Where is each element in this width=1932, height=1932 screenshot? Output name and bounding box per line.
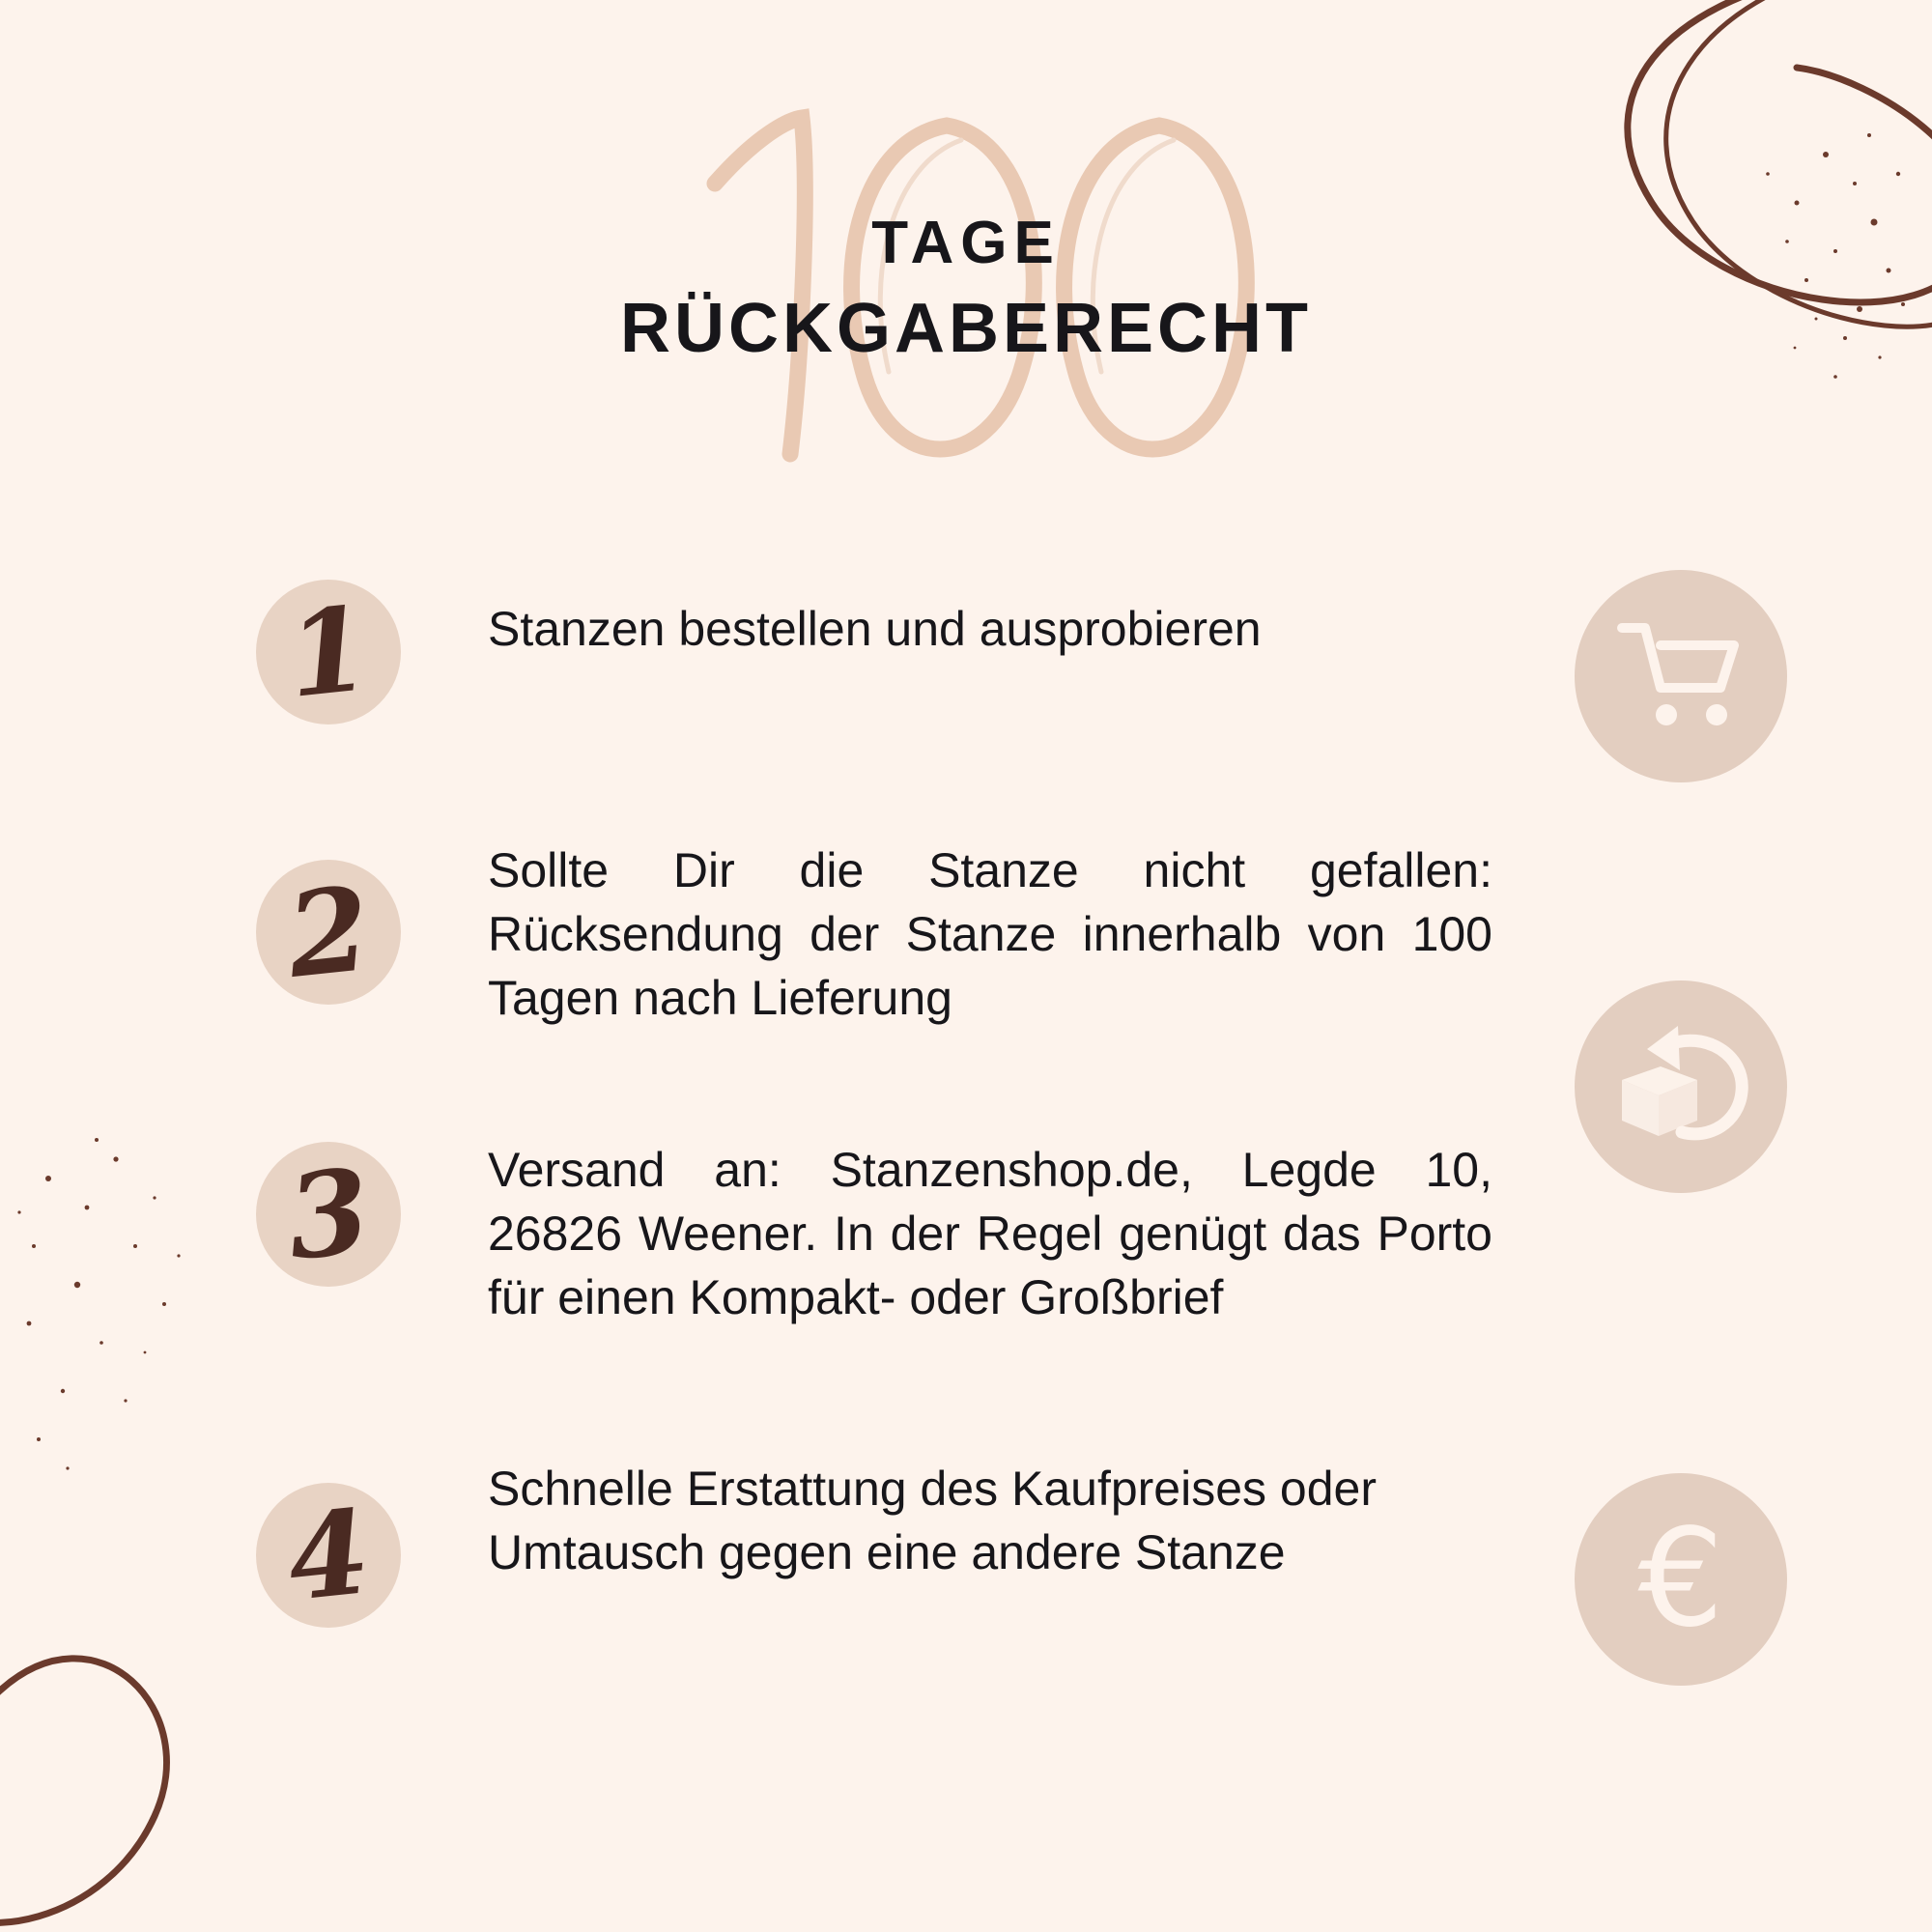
step-item-1 <box>0 580 1932 821</box>
step-item-3 <box>0 1121 1932 1439</box>
step-number-badge-1 <box>256 580 401 724</box>
euro-glyph: € <box>1637 1500 1724 1658</box>
step-number-4: 4 <box>281 1483 376 1628</box>
steps-list <box>0 580 1932 1758</box>
euro-icon <box>1575 1473 1787 1686</box>
page-title <box>0 58 1932 370</box>
step-number-badge-3 <box>256 1142 401 1287</box>
step-text-3: Versand an: Stanzenshop.de, Legde 10, 26826 Weener. In der Regel genügt das Porto für einen Kompakt- oder Großbrief <box>488 1143 1492 1324</box>
step-item-2 <box>0 821 1932 1121</box>
step-text-2: Sollte Dir die Stanze nicht gefallen: Rücksendung der Stanze innerhalb von 100 Tagen nach Lieferung <box>488 843 1492 1025</box>
step-number-3: 3 <box>281 1142 376 1287</box>
headline-line-2: RÜCKGABERECHT <box>620 290 1312 368</box>
step-icon-4 <box>1575 1473 1787 1686</box>
step-icon-1 <box>1575 570 1787 782</box>
step-number-badge-4 <box>256 1483 401 1628</box>
step-text-4: Schnelle Erstattung des Kaufpreises oder Umtausch gegen eine andere Stanze <box>488 1462 1377 1579</box>
headline-line-1: TAGE <box>871 210 1061 276</box>
shopping-cart-icon <box>1575 570 1787 782</box>
shopping-cart-glyph <box>1616 618 1747 734</box>
step-text-1: Stanzen bestellen und ausprobieren <box>488 602 1262 656</box>
step-number-badge-2 <box>256 860 401 1005</box>
step-number-2: 2 <box>281 860 376 1005</box>
headline-block <box>0 58 1932 370</box>
step-number-1: 1 <box>281 580 376 724</box>
step-item-4 <box>0 1439 1932 1758</box>
